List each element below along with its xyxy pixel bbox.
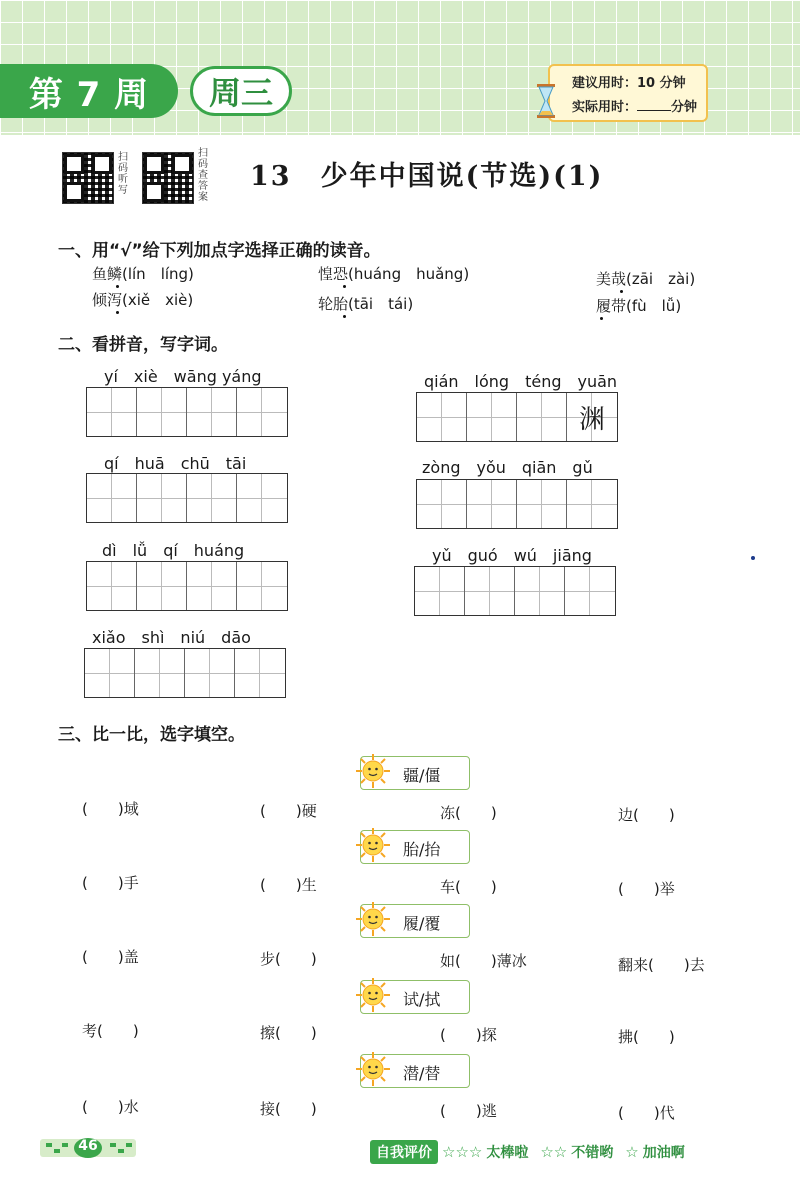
fill-blank[interactable]: ( )盖: [82, 948, 139, 966]
hourglass-icon: [536, 84, 556, 118]
fill-blank[interactable]: ( )生: [260, 876, 317, 894]
grid-cell[interactable]: [237, 562, 287, 610]
fill-blank[interactable]: ( )探: [440, 1026, 497, 1044]
sun-icon: [355, 753, 391, 789]
fill-blank[interactable]: 擦( ): [260, 1024, 317, 1042]
grid-cell[interactable]: [567, 480, 617, 528]
grid-cell[interactable]: [565, 567, 615, 615]
fill-blank[interactable]: 拂( ): [618, 1028, 675, 1046]
pair-text: 试/拭: [403, 990, 441, 1009]
fill-blank[interactable]: 翻来( )去: [618, 956, 705, 974]
writing-grid[interactable]: [414, 566, 616, 616]
rating-good: 不错哟: [571, 1145, 614, 1161]
sun-icon: [355, 1051, 391, 1087]
grid-cell[interactable]: 渊: [567, 393, 617, 441]
writing-grid[interactable]: [86, 473, 288, 523]
grid-cell[interactable]: [187, 474, 237, 522]
grid-cell[interactable]: [137, 474, 187, 522]
grid-cell[interactable]: [467, 393, 517, 441]
pair-text: 履/覆: [403, 914, 441, 933]
fill-blank[interactable]: ( )水: [82, 1098, 139, 1116]
actual-time-label: 实际用时：: [572, 100, 638, 115]
pinyin: yǔ guó wú jiāng: [432, 546, 592, 565]
fill-blank[interactable]: ( )域: [82, 800, 139, 818]
fill-blank[interactable]: 边( ): [618, 806, 675, 824]
pair-text: 胎/抬: [403, 840, 441, 859]
pair-text: 疆/僵: [403, 766, 441, 785]
fill-blank[interactable]: 如( )薄冰: [440, 952, 527, 970]
section3-title: 三、比一比，选字填空。: [58, 725, 245, 745]
fill-blank[interactable]: ( )手: [82, 874, 139, 892]
writing-grid[interactable]: [416, 392, 618, 442]
grid-cell[interactable]: [517, 480, 567, 528]
pinyin: qí huā chū tāi: [104, 454, 247, 473]
char-pair-tag: [360, 830, 470, 864]
sun-icon: [355, 827, 391, 863]
actual-time-unit: 分钟: [671, 100, 698, 115]
grid-cell[interactable]: [137, 388, 187, 436]
char-pair-tag: [360, 904, 470, 938]
reading-item: 惶恐(huáng huǎng): [318, 265, 470, 283]
reading-item: 鱼鳞(lín líng): [92, 265, 194, 283]
grid-cell[interactable]: [467, 480, 517, 528]
section2-title: 二、看拼音，写字词。: [58, 335, 228, 355]
rating-keep-going: 加油啊: [642, 1145, 685, 1161]
sun-icon: [355, 977, 391, 1013]
week-badge: 第 7 周: [0, 64, 178, 118]
reading-item: 倾泻(xiě xiè): [92, 291, 194, 309]
reading-item: 轮胎(tāi tái): [318, 295, 414, 313]
grid-cell[interactable]: [87, 562, 137, 610]
pinyin: qián lóng téng yuān: [424, 372, 618, 391]
self-evaluation: [370, 1140, 685, 1164]
fill-blank[interactable]: ( )硬: [260, 802, 317, 820]
page-number: 46: [78, 1138, 98, 1154]
grid-cell[interactable]: [87, 388, 137, 436]
grid-cell[interactable]: [237, 474, 287, 522]
grid-cell[interactable]: [515, 567, 565, 615]
grid-cell[interactable]: [135, 649, 185, 697]
grid-cell[interactable]: [517, 393, 567, 441]
reading-item: 美哉(zāi zài): [596, 270, 696, 288]
fill-blank[interactable]: 步( ): [260, 950, 317, 968]
day-badge: 周三: [190, 66, 292, 116]
char-pair-tag: [360, 756, 470, 790]
rating-excellent: 太棒啦: [486, 1145, 529, 1161]
qr-label-dictation: 扫码听写: [118, 152, 128, 196]
grid-cell[interactable]: [237, 388, 287, 436]
pinyin: yí xiè wāng yáng: [104, 367, 262, 386]
star-icon[interactable]: ☆☆☆: [442, 1143, 483, 1161]
grid-cell[interactable]: [137, 562, 187, 610]
writing-grid[interactable]: [416, 479, 618, 529]
pinyin: dì lǚ qí huáng: [102, 541, 245, 560]
time-box: [548, 64, 708, 122]
actual-time: [572, 96, 697, 115]
fill-blank[interactable]: 车( ): [440, 878, 497, 896]
reading-item: 履带(fù lǚ): [596, 297, 682, 315]
grid-cell[interactable]: [417, 393, 467, 441]
fill-blank[interactable]: 接( ): [260, 1100, 317, 1118]
grid-cell[interactable]: [85, 649, 135, 697]
fill-blank[interactable]: ( )逃: [440, 1102, 497, 1120]
pinyin: zòng yǒu qiān gǔ: [422, 458, 593, 477]
char-pair-tag: [360, 1054, 470, 1088]
grid-cell[interactable]: [187, 388, 237, 436]
grid-cell[interactable]: [187, 562, 237, 610]
qr-label-answers: 扫码查答案: [198, 148, 208, 203]
section1-title: 一、用“√”给下列加点字选择正确的读音。: [58, 241, 381, 261]
grid-cell[interactable]: [417, 480, 467, 528]
writing-grid[interactable]: [86, 387, 288, 437]
grid-cell[interactable]: [235, 649, 285, 697]
grid-cell[interactable]: [185, 649, 235, 697]
fill-blank[interactable]: 冻( ): [440, 804, 497, 822]
char-pair-tag: [360, 980, 470, 1014]
pinyin: xiǎo shì niú dāo: [92, 628, 251, 647]
lesson-title: 13 少年中国说(节选)(1): [250, 161, 604, 192]
star-icon[interactable]: ☆: [625, 1143, 639, 1161]
grid-cell[interactable]: [87, 474, 137, 522]
qr-code-dictation[interactable]: [62, 152, 114, 204]
suggested-time: 建议用时：10 分钟: [572, 76, 686, 91]
fill-blank[interactable]: 考( ): [82, 1022, 139, 1040]
fill-blank[interactable]: ( )代: [618, 1104, 675, 1122]
fill-blank[interactable]: ( )举: [618, 880, 675, 898]
writing-grid[interactable]: [84, 648, 286, 698]
star-icon[interactable]: ☆☆: [540, 1143, 568, 1161]
grid-cell[interactable]: [465, 567, 515, 615]
writing-grid[interactable]: [86, 561, 288, 611]
self-eval-label: 自我评价: [370, 1140, 438, 1164]
qr-code-answers[interactable]: [142, 152, 194, 204]
pair-text: 潜/替: [403, 1064, 441, 1083]
sun-icon: [355, 901, 391, 937]
grid-cell[interactable]: [415, 567, 465, 615]
